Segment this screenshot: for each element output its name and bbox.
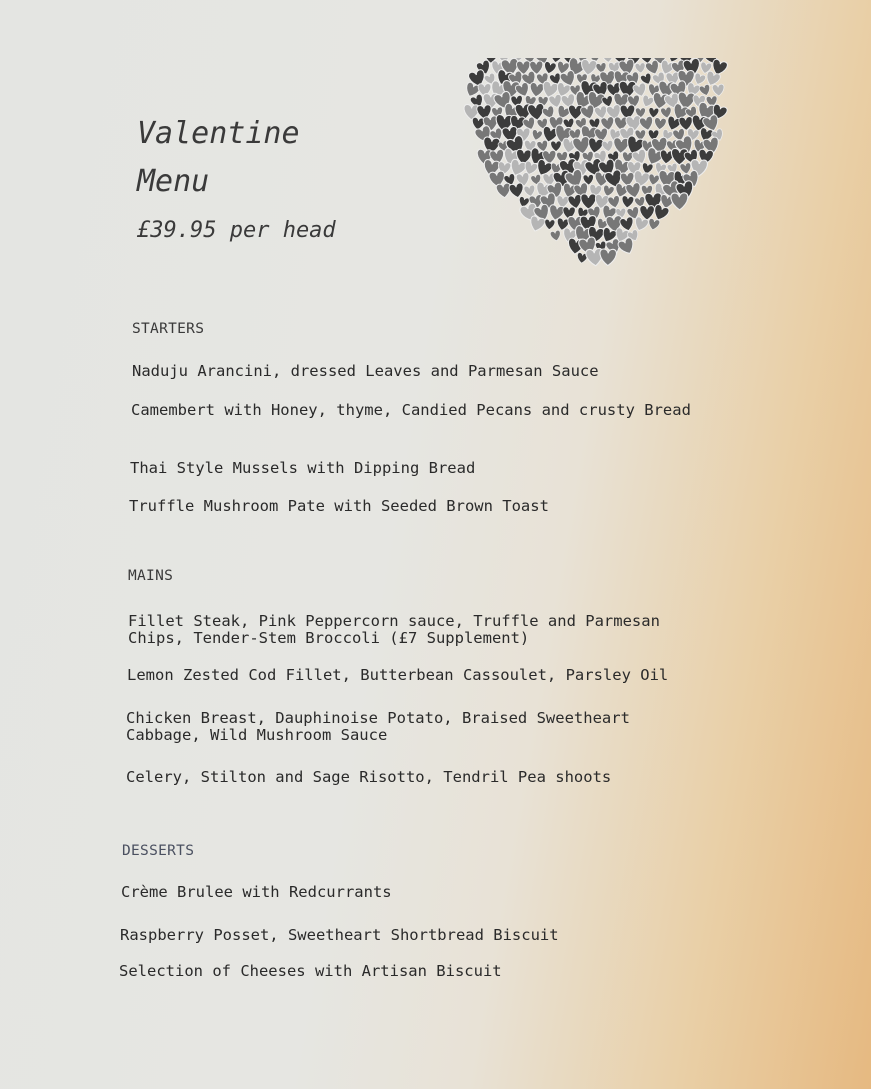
list-item: Raspberry Posset, Sweetheart Shortbread Biscuit	[120, 926, 559, 944]
small-heart-icon	[496, 183, 512, 199]
title-line-2: Menu	[137, 164, 210, 199]
list-item: Camembert with Honey, thyme, Candied Pecans and crusty Bread	[131, 401, 691, 419]
small-heart-icon	[529, 82, 545, 98]
small-heart-icon	[699, 84, 712, 97]
small-heart-icon	[712, 84, 725, 97]
small-heart-icon	[639, 116, 655, 132]
list-item: Thai Style Mussels with Dipping Bread	[130, 459, 476, 477]
section-heading-desserts: DESSERTS	[122, 843, 195, 859]
small-heart-icon	[654, 117, 667, 130]
small-heart-icon	[580, 59, 597, 76]
small-heart-icon	[600, 249, 617, 266]
small-heart-icon	[594, 105, 609, 120]
price-per-head: £39.95 per head	[137, 218, 336, 243]
list-item: Fillet Steak, Pink Peppercorn sauce, Truffle and Parmesan Chips, Tender-Stem Broccoli (£7 Supplement)	[128, 612, 660, 647]
small-heart-icon	[531, 129, 543, 141]
small-heart-icon	[581, 194, 596, 209]
list-item: Truffle Mushroom Pate with Seeded Brown Toast	[129, 497, 549, 515]
small-heart-icon	[602, 185, 615, 198]
small-heart-icon	[640, 94, 654, 108]
list-item: Chicken Breast, Dauphinoise Potato, Braised Sweetheart Cabbage, Wild Mushroom Sauce	[126, 709, 630, 744]
heart-of-hearts-icon	[452, 58, 742, 298]
list-item: Celery, Stilton and Sage Risotto, Tendril Pea shoots	[126, 768, 612, 786]
section-heading-mains: MAINS	[128, 568, 174, 584]
small-heart-icon	[647, 218, 660, 231]
title-line-1: Valentine	[137, 116, 300, 151]
small-heart-icon	[550, 230, 562, 242]
list-item: Naduju Arancini, dressed Leaves and Parmesan Sauce	[132, 362, 599, 380]
small-heart-icon	[671, 193, 688, 210]
list-item: Selection of Cheeses with Artisan Biscuit	[119, 962, 502, 980]
small-heart-icon	[625, 182, 642, 199]
small-heart-icon	[602, 58, 614, 63]
small-heart-icon	[621, 196, 634, 209]
list-item: Lemon Zested Cod Fillet, Butterbean Cassoulet, Parsley Oil	[127, 666, 669, 684]
menu-title	[137, 110, 437, 206]
small-heart-icon	[523, 185, 536, 198]
section-heading-starters: STARTERS	[132, 321, 205, 337]
list-item: Crème Brulee with Redcurrants	[121, 883, 392, 901]
small-heart-icon	[544, 219, 555, 230]
small-heart-icon	[640, 205, 655, 220]
